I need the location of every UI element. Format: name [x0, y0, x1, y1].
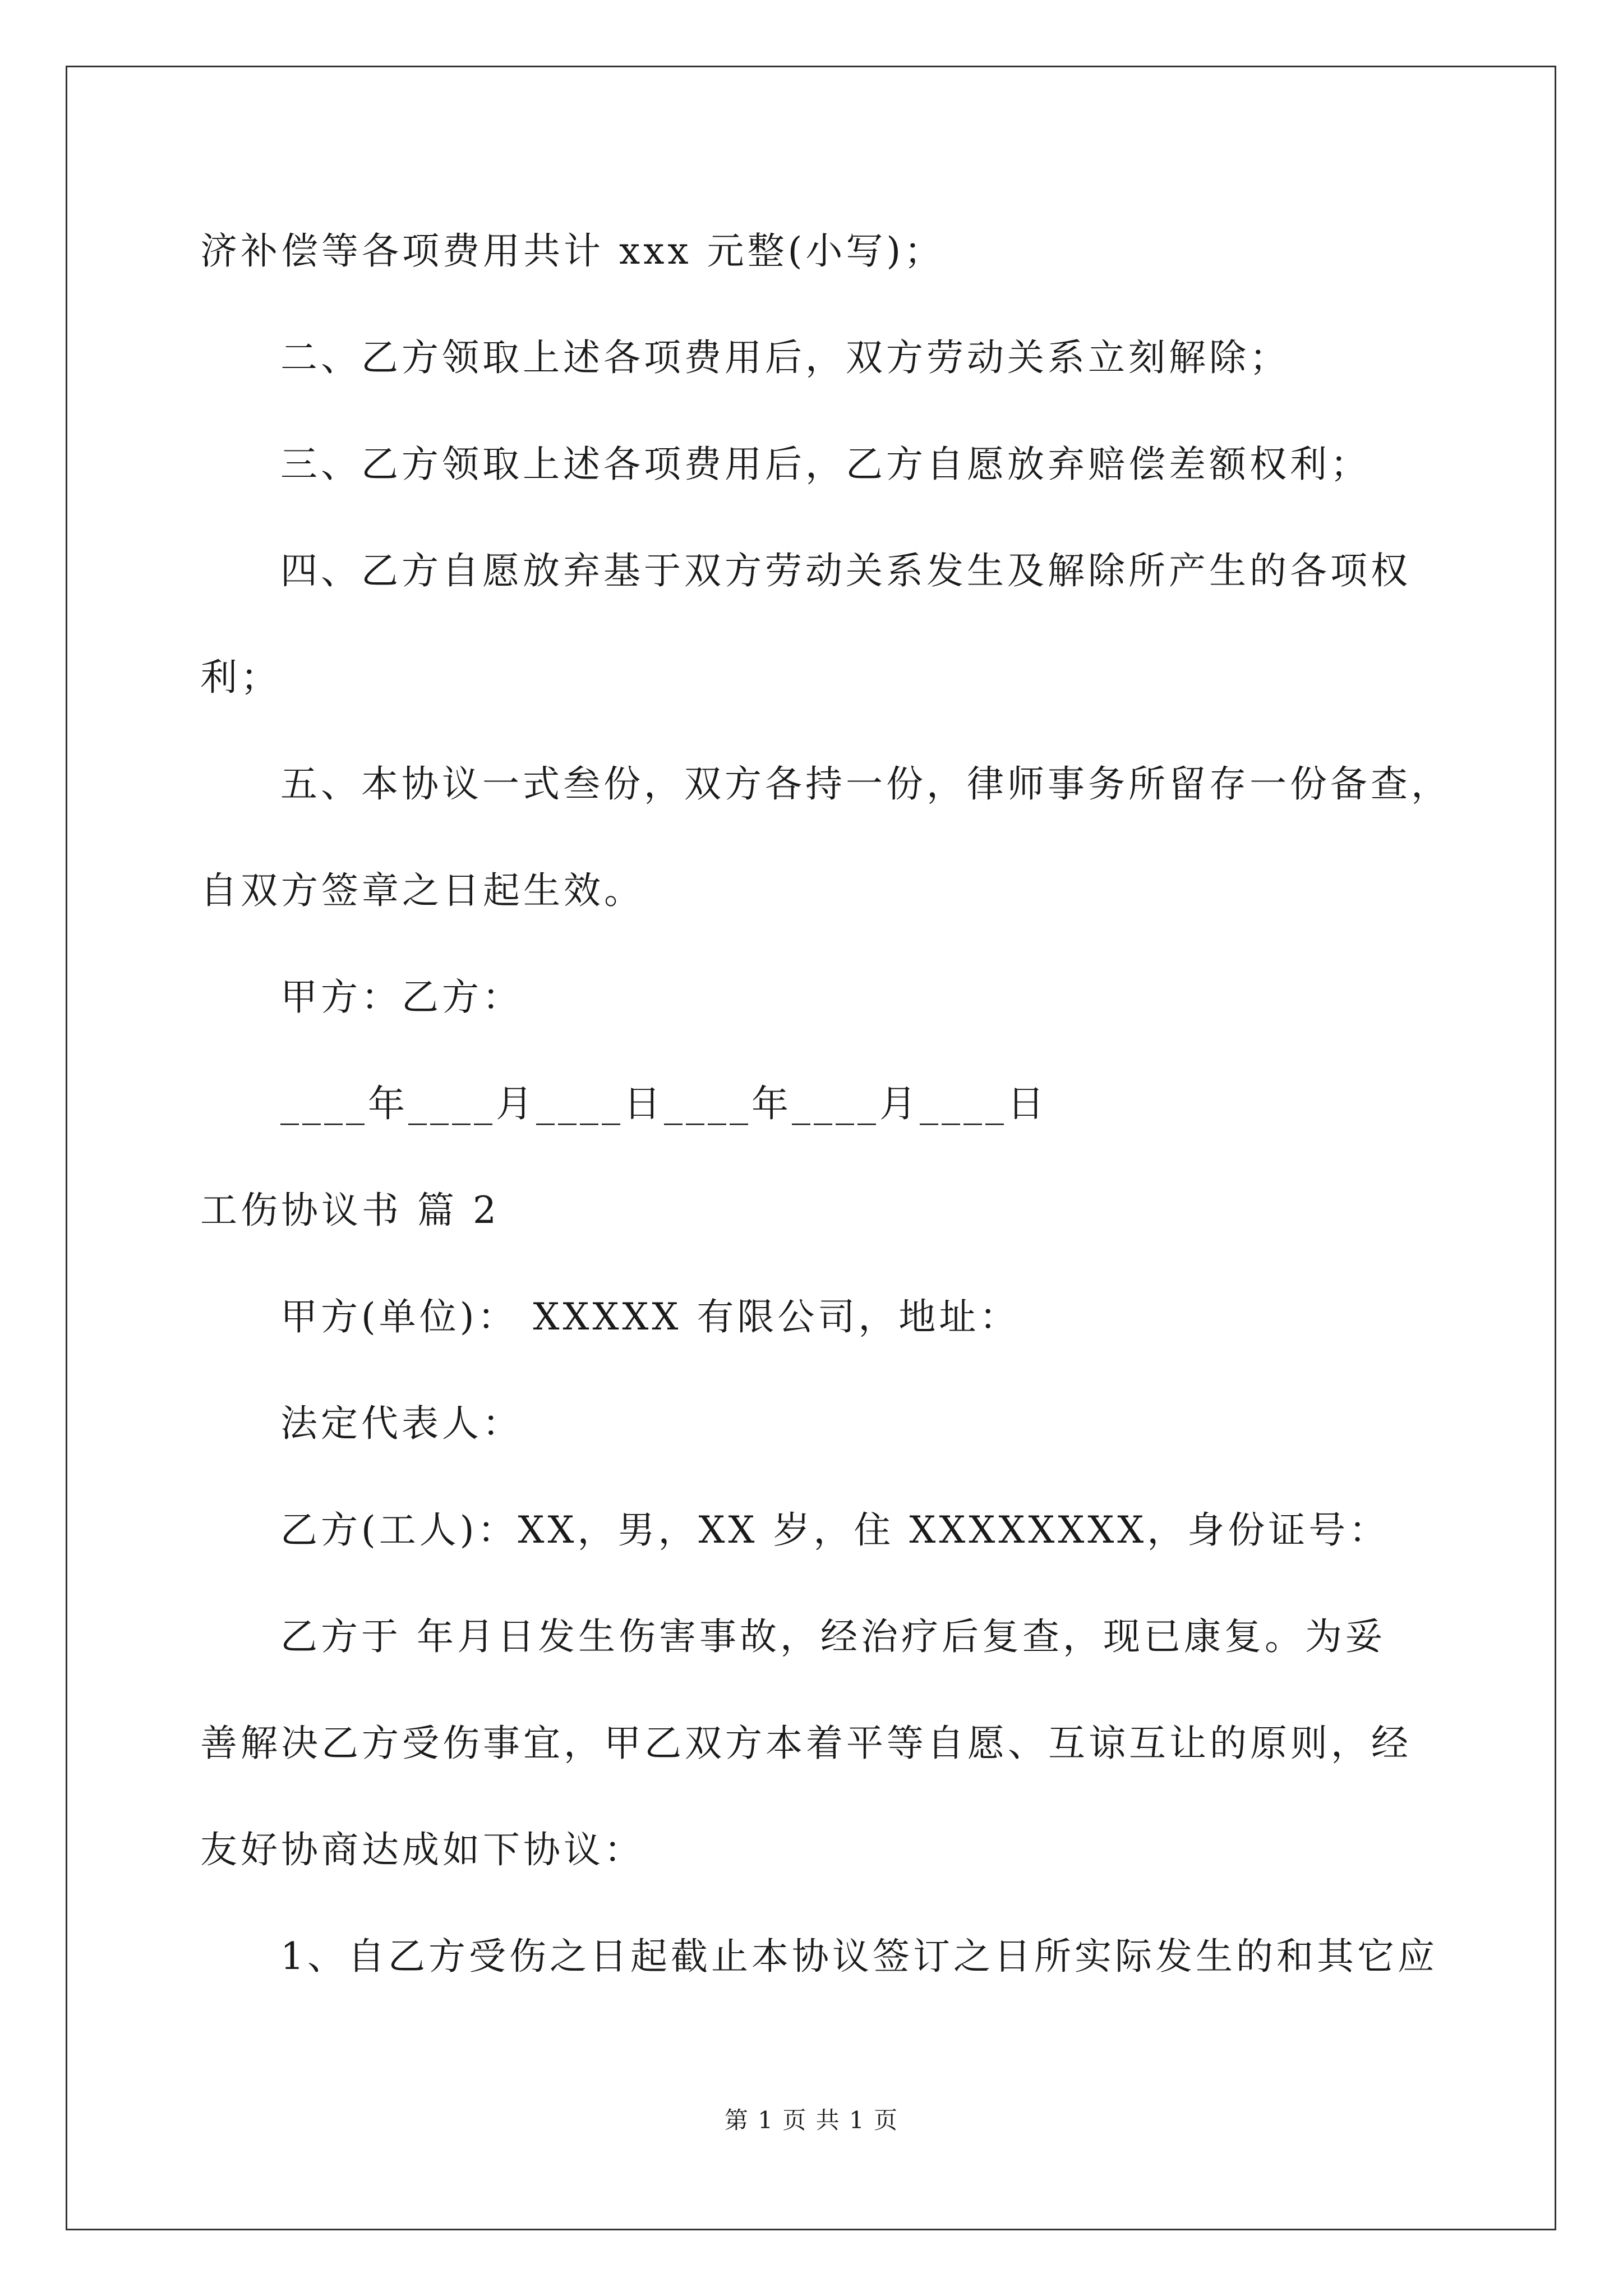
clause-2: 二、乙方领取上述各项费用后，双方劳动关系立刻解除； [280, 336, 1290, 379]
agreement-item-1: 1、自乙方受伤之日起截止本协议签订之日所实际发生的和其它应 [280, 1935, 1438, 1978]
page-footer: 第 1 页 共 1 页 [724, 2106, 899, 2134]
clause-4-cont: 利； [200, 656, 281, 699]
clause-4: 四、乙方自愿放弃基于双方劳动关系发生及解除所产生的各项权 [280, 549, 1411, 592]
party-b: 乙方(工人)：XX，男，XX 岁，住 XXXXXXXX，身份证号： [280, 1508, 1390, 1552]
signature-parties: 甲方：乙方： [280, 976, 523, 1019]
legal-representative: 法定代表人： [280, 1402, 523, 1445]
text-line-1: 济补偿等各项费用共计 xxx 元整(小写)； [200, 229, 945, 273]
signature-dates: ____年____月____日____年____月____日 [280, 1082, 1048, 1125]
party-a: 甲方(单位)： XXXXX 有限公司，地址： [280, 1295, 1020, 1338]
paragraph-line-2: 善解决乙方受伤事宜，甲乙双方本着平等自愿、互谅互让的原则，经 [200, 1722, 1412, 1765]
clause-5-cont: 自双方签章之日起生效。 [200, 869, 644, 912]
clause-3: 三、乙方领取上述各项费用后，乙方自愿放弃赔偿差额权利； [280, 443, 1371, 486]
paragraph-line-3: 友好协商达成如下协议： [200, 1828, 644, 1871]
clause-5: 五、本协议一式叁份，双方各持一份，律师事务所留存一份备查， [280, 762, 1451, 806]
page-border [66, 66, 1556, 2230]
section-heading: 工伤协议书 篇 2 [200, 1189, 500, 1232]
paragraph-line-1: 乙方于 年月日发生伤害事故，经治疗后复查，现已康复。为妥 [280, 1615, 1386, 1658]
